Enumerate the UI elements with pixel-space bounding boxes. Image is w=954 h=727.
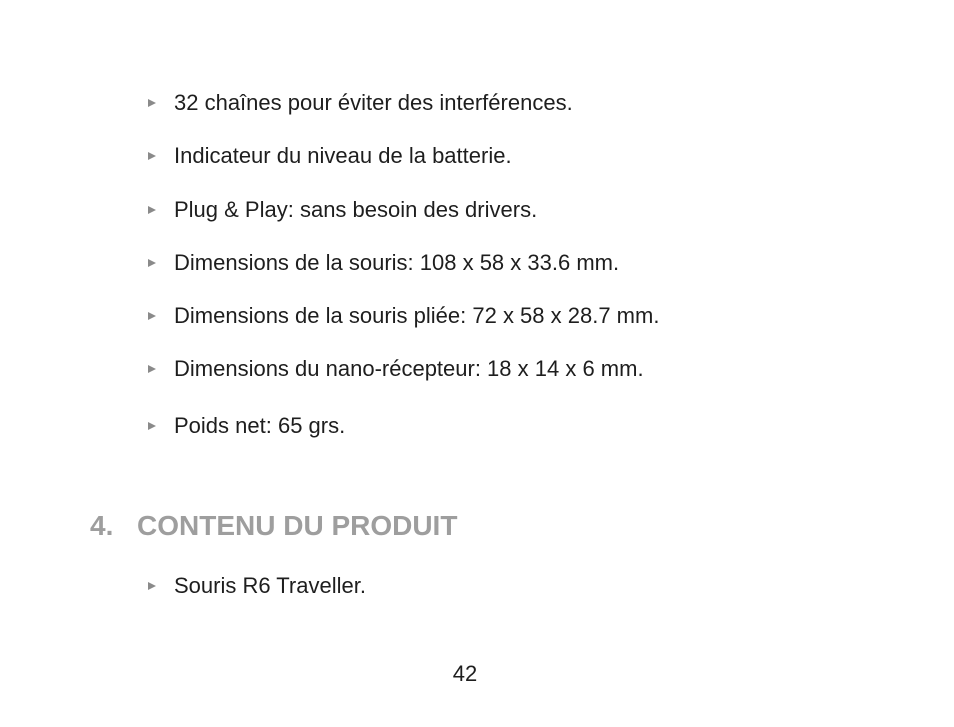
triangle-right-icon xyxy=(148,152,156,160)
feature-text: 32 chaînes pour éviter des interférences. xyxy=(174,90,573,115)
triangle-right-icon xyxy=(148,99,156,107)
page-number: 42 xyxy=(452,661,478,686)
feature-text: Dimensions de la souris: 108 x 58 x 33.6 mm. xyxy=(174,250,620,275)
list-item-text: Souris R6 Traveller. xyxy=(174,573,366,598)
feature-text: Dimensions de la souris pliée: 72 x 58 x 28.7 mm. xyxy=(174,303,660,328)
triangle-right-icon xyxy=(148,259,156,267)
feature-text: Poids net: 65 grs. xyxy=(174,413,346,438)
triangle-right-icon xyxy=(148,206,156,214)
feature-text: Indicateur du niveau de la batterie. xyxy=(174,143,512,168)
triangle-right-icon xyxy=(148,422,156,430)
triangle-right-icon xyxy=(148,582,156,590)
section-title: CONTENU DU PRODUIT xyxy=(137,510,458,541)
section-number: 4. xyxy=(90,510,114,541)
feature-text: Plug & Play: sans besoin des drivers. xyxy=(174,197,538,222)
feature-text: Dimensions du nano-récepteur: 18 x 14 x 6 mm. xyxy=(174,356,644,381)
triangle-right-icon xyxy=(148,312,156,320)
triangle-right-icon xyxy=(148,365,156,373)
